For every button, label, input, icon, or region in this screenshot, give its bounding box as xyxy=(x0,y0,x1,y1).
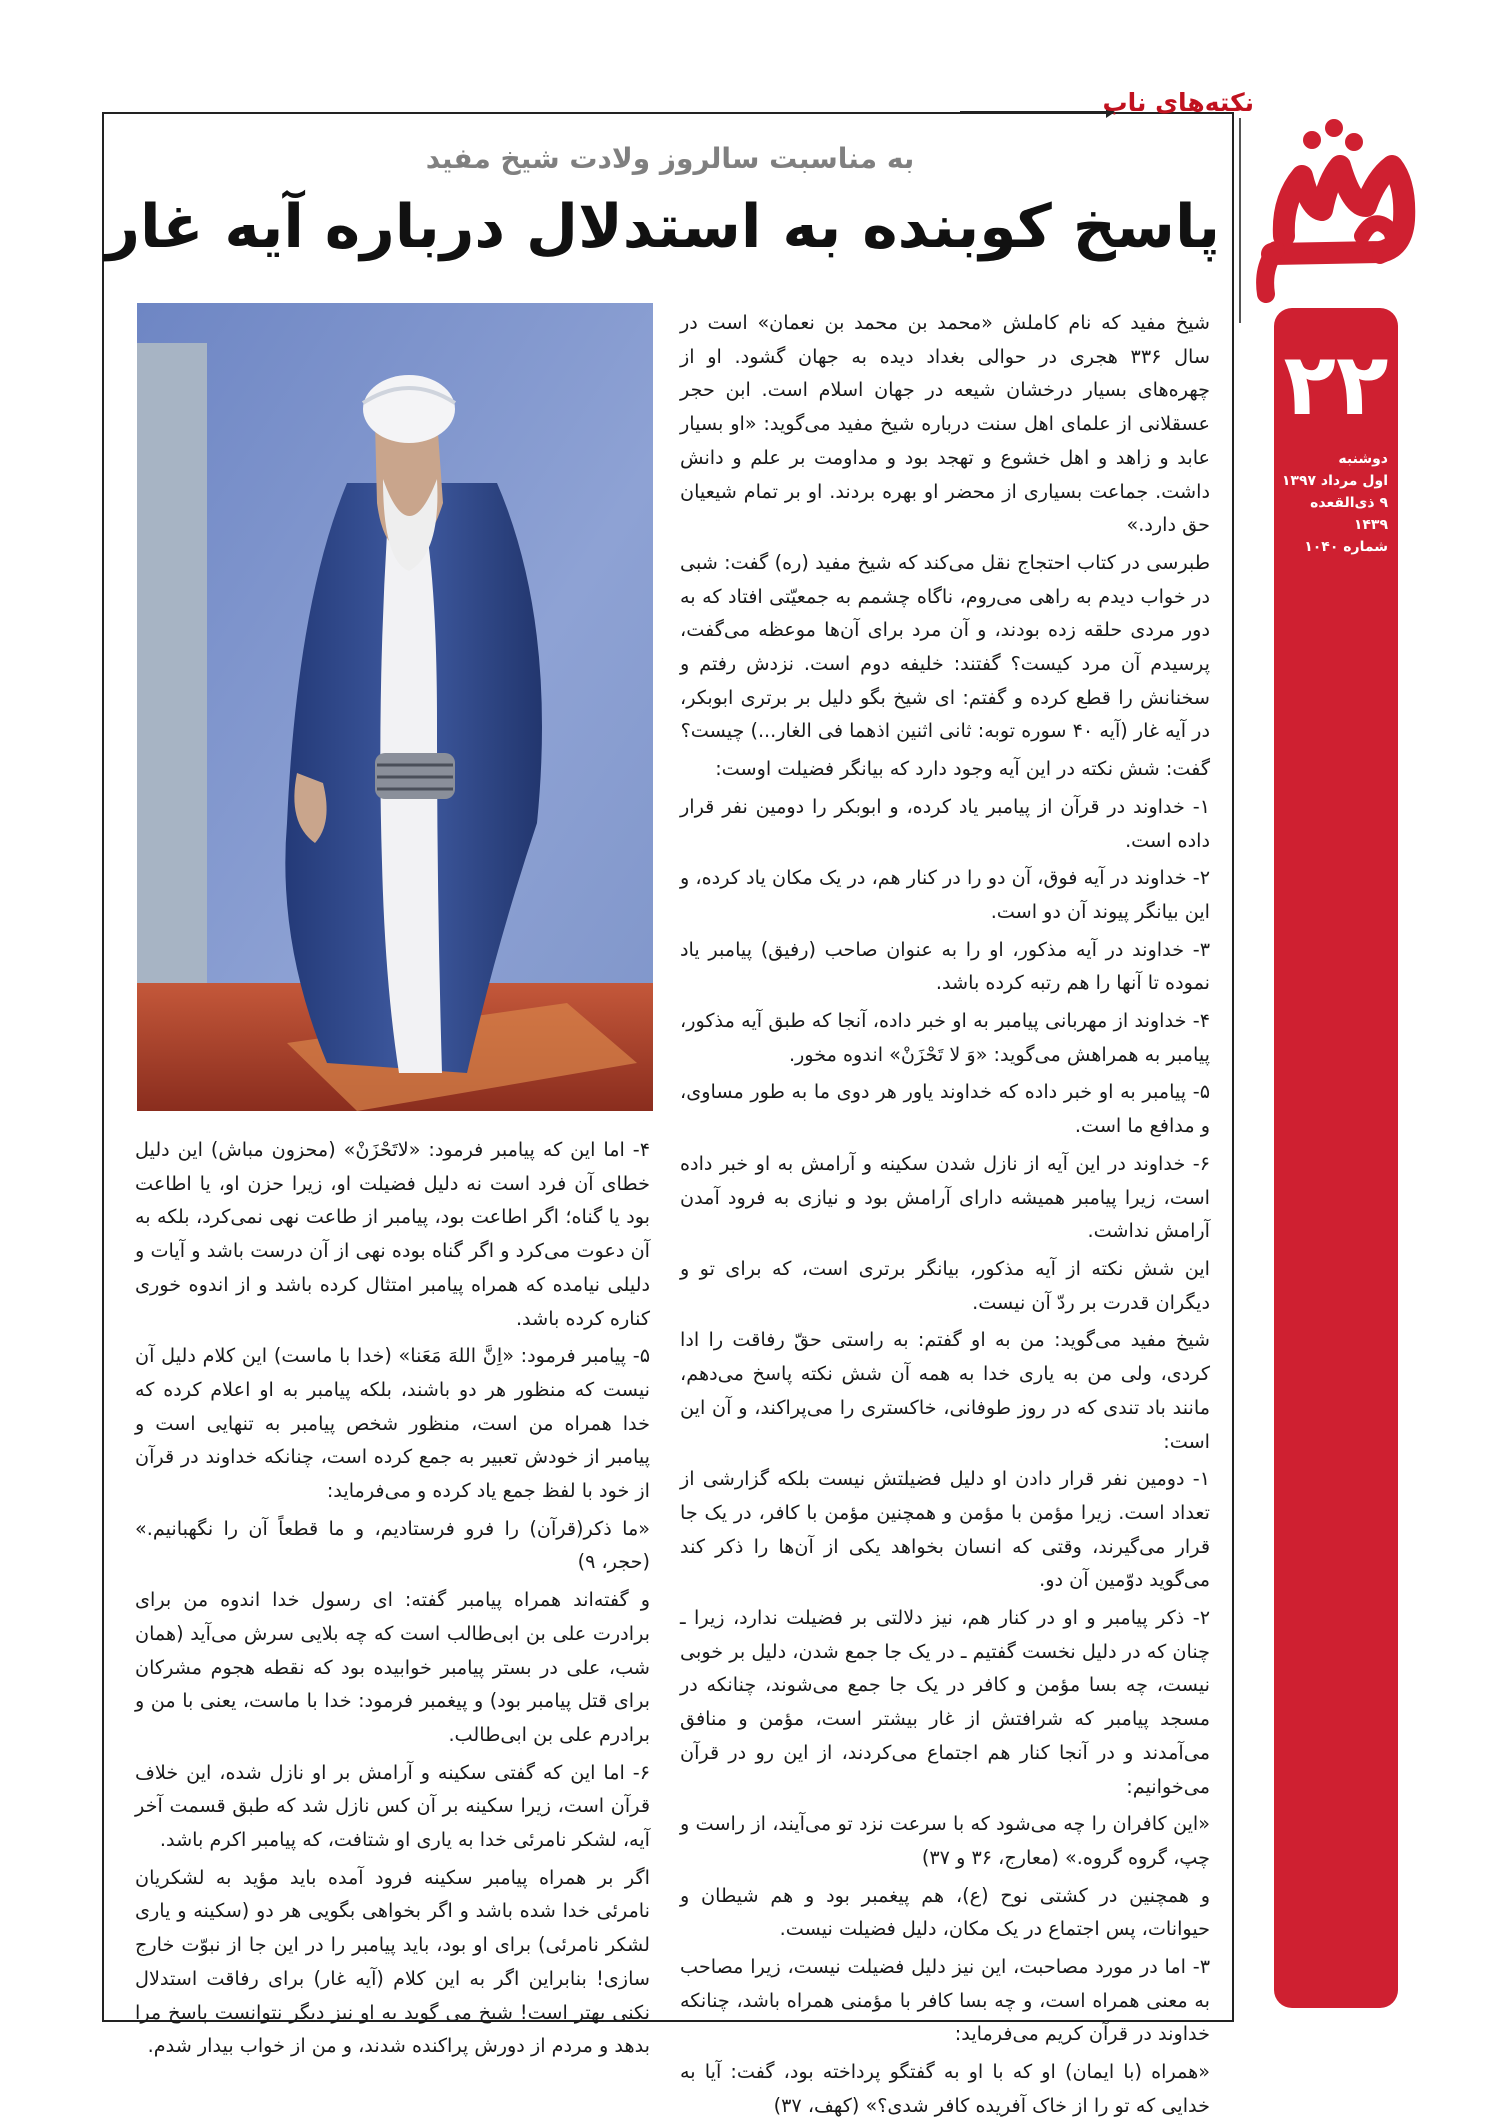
paragraph: ۴- خداوند از مهربانی پیامبر به او خبر داده، آنجا که طبق آیه مذکور، پیامبر به همراهش می‌گوید: «وَ لا تَحْزَنْ» اندوه مخور. xyxy=(680,1009,1210,1066)
issue-date-solar: اول مرداد ۱۳۹۷ xyxy=(1281,473,1388,489)
paragraph: طبرسی در کتاب احتجاج نقل می‌کند که شیخ مفید (ره) گفت: شبی در خواب دیدم به راهی می‌روم، ناگاه چشمم به جمعیّتی افتاد که به دور مردی حلقه زده بودند، و آن مرد برای آن‌ها موعظه می‌گفت، پرسیدم آن مرد کیست؟ گفتند: خلیفه دوم است. نزدش رفتم و سخنانش را قطع کرده و گفتم: ای شیخ بگو دلیل بر برتری ابوبکر، در آیه غار (آیه ۴۰ سوره توبه: ثانی اثنین اذهما فی الغار...) چیست؟ xyxy=(680,550,1210,743)
article-headline: پاسخ کوبنده به استدلال درباره آیه غار xyxy=(105,192,1220,262)
paragraph: شیخ مفید می‌گوید: من به او گفتم: به راستی حقّ رفاقت را ادا کردی، ولی من به یاری خدا به همه آن شش نکته پاسخ می‌دهم، مانند باد تندی که در روز طوفانی، خاکستری را می‌پراکند، و آن این است: xyxy=(680,1328,1210,1453)
magazine-logo xyxy=(1254,118,1424,313)
paragraph: «ما ذکر(قرآن) را فرو فرستادیم، و ما قطعاً آن را نگهبانیم.» (حجر، ۹) xyxy=(135,1516,650,1574)
issue-day: دوشنبه xyxy=(1338,451,1388,467)
issue-date-lunar: ۹ ذی‌القعده ۱۴۳۹ xyxy=(1310,495,1388,533)
paragraph: ۵- پیامبر به او خبر داده که خداوند یاور هر دوی ما به طور مساوی، و مدافع ما است. xyxy=(680,1080,1210,1138)
masthead-rule xyxy=(1239,118,1241,323)
page-number: ۲۲ xyxy=(1283,335,1389,435)
paragraph: ۴- اما این که پیامبر فرمود: «لاتَحْزَنْ» (محزون مباش) این دلیل خطای آن فرد است نه دلیل فضیلت او، زیرا حزن او، یا اطاعت بود یا گناه؛ اگر اطاعت بود، پیامبر از طاعت نهی نمی‌کرد، بلکه به آن دعوت می‌کرد و اگر گناه بوده نهی از آن درست باشد و آیات و دلیلی نیامده که همراه پیامبر امتثال کرده باشد و از اندوه خوری کناره کرده باشد. xyxy=(135,1138,650,1330)
paragraph: ۲- خداوند در آیه فوق، آن دو را در کنار هم، در یک مکان یاد کرده، و این بیانگر پیوند آن دو است. xyxy=(680,866,1210,923)
paragraph: و همچنین در کشتی نوح (ع)، هم پیغمبر بود و هم شیطان و حیوانات، پس اجتماع در یک مکان، دلیل فضیلت نیست. xyxy=(680,1883,1210,1941)
paragraph: ۳- اما در مورد مصاحبت، این نیز دلیل فضیلت نیست، زیرا مصاحب به معنی همراه است، و چه بسا کافر با مؤمنی همراه باشد، چنانکه خداوند در قرآن کریم می‌فرماید: xyxy=(680,1955,1210,2046)
paragraph: ۱- خداوند در قرآن از پیامبر یاد کرده، و ابوبکر را دومین نفر قرار داده است. xyxy=(680,794,1210,852)
issue-number-label: شماره ۱۰۴۰ xyxy=(1304,539,1388,555)
article-column-right xyxy=(680,306,1210,2127)
paragraph: ۵- پیامبر فرمود: «اِنَّ اللهَ مَعَنا» (خدا با ماست) این کلام دلیل آن نیست که منظور هر دو باشند، بلکه پیامبر به او اعلام کرده که خدا همراه من است، منظور شخص پیامبر به تنهایی است و پیامبر از خودش تعبیر به جمع کرده است، چنانکه خداوند در قرآن از خود با لفظ جمع یاد کرده و می‌فرماید: xyxy=(135,1344,650,1503)
section-arrow-icon xyxy=(960,104,1115,120)
paragraph: شیخ مفید که نام کاملش «محمد بن محمد بن نعمان» است در سال ۳۳۶ هجری در حوالی بغداد دیده به جهان گشود. او از چهره‌های بسیار درخشان شیعه در جهان اسلام است. ابن حجر عسقلانی از علمای اهل سنت درباره شیخ مفید می‌گوید: «او بسیار عابد و زاهد و اهل خشوع و تهجد بود و مداومت بر علم و دانش داشت. جماعت بسیاری از محضر او بهره بردند. او بر تمام شیعیان حق دارد.» xyxy=(680,311,1210,537)
paragraph: ۳- خداوند در آیه مذکور، او را به عنوان صاحب (رفیق) پیامبر یاد نموده تا آنها را هم رتبه کرده باشد. xyxy=(680,937,1210,995)
paragraph: «همراه (با ایمان) او که با او به گفتگو پرداخته بود، گفت: آیا به خدایی که تو را از خاک آفریده کافر شدی؟» (کهف، ۳۷) xyxy=(680,2060,1210,2117)
paragraph: ۱- دومین نفر قرار دادن او دلیل فضیلتش نیست بلکه گزارشی از تعداد است. زیرا مؤمن با مؤمن و همچنین مؤمن با کافر، در یک جا قرار می‌گیرند، وقتی که انسان بخواهد یکی از آن‌ها را ذکر کند می‌گوید دوّمین آن دو. xyxy=(680,1467,1210,1592)
paragraph: ۶- اما این که گفتی سکینه و آرامش بر او نازل شده، این خلاف قرآن است، زیرا سکینه بر آن کس نازل شد که طبق قسمت آخر آیه، لشکر نامرئی خدا به یاری او شتافت، که پیامبر اکرم باشد. xyxy=(135,1760,650,1852)
article-kicker: به مناسبت سالروز ولادت شیخ مفید xyxy=(425,142,915,175)
section-label: نکته‌های ناب xyxy=(1102,88,1254,117)
issue-info xyxy=(1278,448,1388,558)
issue-sidebar xyxy=(1274,308,1398,2008)
article-column-left xyxy=(135,1133,650,2067)
paragraph: و گفته‌اند همراه پیامبر گفته: ای رسول خدا اندوه من برای برادرت علی بن ابی‌طالب است که چه بلایی سرش می‌آید (همان شب، علی در بستر پیامبر خوابیده بود که نقطه هجوم مشرکان برای قتل پیامبر بود) و پیغمبر فرمود: خدا با ماست، یعنی با من و برادرم علی بن ابی‌طالب. xyxy=(135,1588,650,1746)
paragraph: ۶- خداوند در این آیه از نازل شدن سکینه و آرامش به او خبر داده است، زیرا پیامبر همیشه دارای آرامش بود و نیازی به فرود آمدن آرامش نداشت. xyxy=(680,1151,1210,1243)
paragraph: ۲- ذکر پیامبر و او در کنار هم، نیز دلالتی بر فضیلت ندارد، زیرا ـ چنان که در دلیل نخست گفتیم ـ در یک جا جمع شدن، دلیل بر خوبی نیست، چه بسا مؤمن و کافر در یک جا جمع می‌شوند، چنانکه در مسجد پیامبر که شرافتش از غار بیشتر است، مؤمن و منافق می‌آمدند و در آنجا کنار هم اجتماع می‌کردند، از این رو در قرآن می‌خوانیم: xyxy=(680,1606,1210,1798)
portrait-photo xyxy=(137,303,653,1111)
paragraph: این شش نکته از آیه مذکور، بیانگر برتری است، که برای تو و دیگران قدرت بر ردّ آن نیست. xyxy=(680,1256,1210,1314)
paragraph: «این کافران را چه می‌شود که با سرعت نزد تو می‌آیند، از راست و چپ، گروه گروه.» (معارج، ۳۶ و ۳۷) xyxy=(680,1812,1210,1869)
paragraph: اگر بر همراه پیامبر سکینه فرود آمده باید مؤید به لشکریان نامرئی خدا شده باشد و اگر بخواهی بگویی هر دو (سکینه و یاری لشکر نامرئی) برای او بود، باید پیامبر را در این جا از نبوّت خارج سازی! بنابراین اگر به این کلام (آیه غار) برای رفاقت استدلال نکنی بهتر است! شیخ می گوید به او نیز دیگر نتوانست پاسخ مرا بدهد و مردم از دورش پراکنده شدند، و من از خواب بیدار شدم. xyxy=(135,1865,650,2058)
paragraph: گفت: شش نکته در این آیه وجود دارد که بیانگر فضیلت اوست: xyxy=(715,757,1210,781)
